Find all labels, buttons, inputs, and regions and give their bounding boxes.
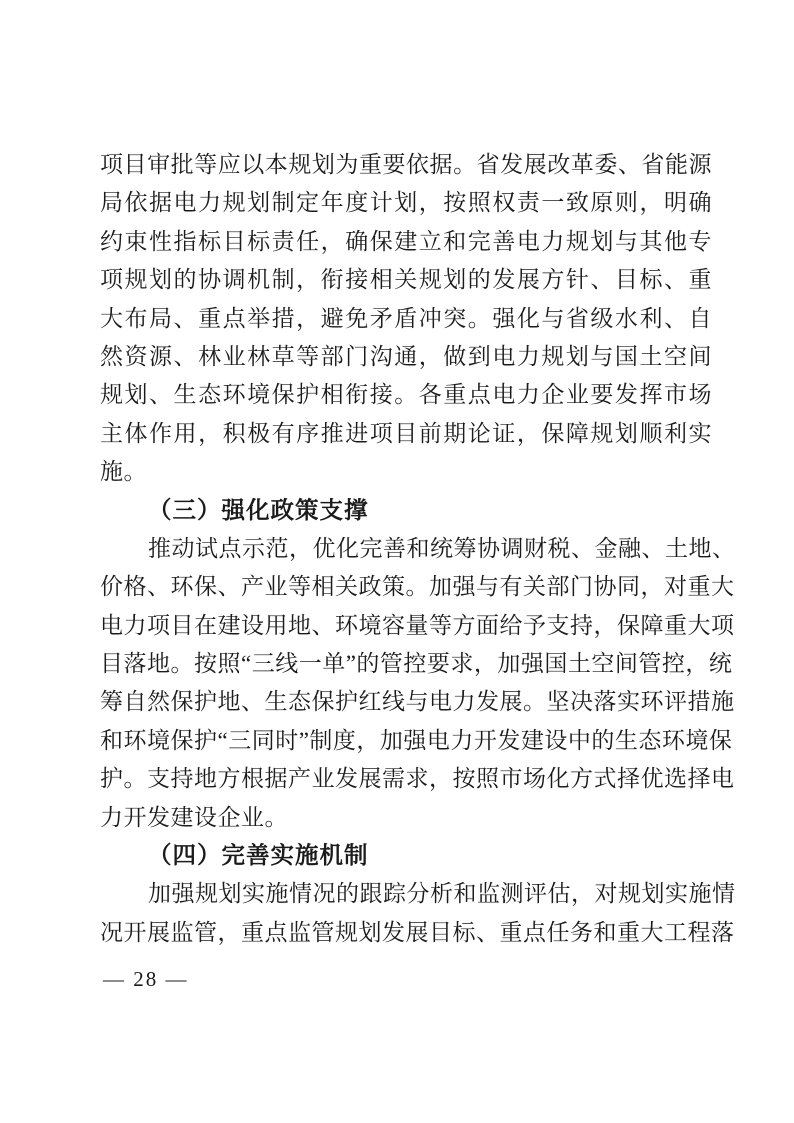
paragraph-plan-basis-line-6: 然资源、林业林草等部门沟通，做到电力规划与国土空间 xyxy=(100,343,712,369)
paragraph-policy-support-line-7: 护。支持地方根据产业发展需求，按照市场化方式择优选择电 xyxy=(100,766,735,792)
paragraph-plan-basis-line-1: 项目审批等应以本规划为重要依据。省发展改革委、省能源 xyxy=(100,152,712,177)
paragraph-implementation-mechanism-line-2: 况开展监管，重点监管规划发展目标、重点任务和重大工程落 xyxy=(100,919,735,945)
paragraph-policy-support-line-6: 和环境保护“三同时”制度，加强电力开发建设中的生态环境保 xyxy=(100,727,733,753)
paragraph-plan-basis-line-8: 主体作用，积极有序推进项目前期论证，保障规划顺利实 xyxy=(100,420,712,446)
paragraph-plan-basis-line-3: 约束性指标目标责任，确保建立和完善电力规划与其他专 xyxy=(100,228,712,254)
heading-section-4-implementation-mechanism: （四）完善实施机制 xyxy=(148,843,369,870)
paragraph-plan-basis-line-9: 施。 xyxy=(100,459,147,485)
paragraph-plan-basis-line-2: 局依据电力规划制定年度计划，按照权责一致原则，明确 xyxy=(100,190,712,216)
paragraph-policy-support-line-5: 筹自然保护地、生态保护红线与电力发展。坚决落实环评措施 xyxy=(100,689,735,715)
document-body xyxy=(100,146,736,952)
paragraph-policy-support-line-2: 价格、环保、产业等相关政策。加强与有关部门协同，对重大 xyxy=(100,574,735,600)
heading-section-3-policy-support: （三）强化政策支撑 xyxy=(148,497,369,524)
paragraph-plan-basis-line-5: 大布局、重点举措，避免矛盾冲突。强化与省级水利、自 xyxy=(100,305,712,331)
page-number: — 28 — xyxy=(103,967,189,991)
paragraph-policy-support-line-4: 目落地。按照“三线一单”的管控要求，加强国土空间管控，统 xyxy=(100,651,733,677)
paragraph-implementation-mechanism-line-1: 加强规划实施情况的跟踪分析和监测评估，对规划实施情 xyxy=(148,881,736,907)
paragraph-plan-basis-line-4: 项规划的协调机制，衔接相关规划的发展方针、目标、重 xyxy=(100,267,712,293)
paragraph-policy-support-line-3: 电力项目在建设用地、环境容量等方面给予支持，保障重大项 xyxy=(100,612,735,638)
paragraph-policy-support-line-1: 推动试点示范，优化完善和统筹协调财税、金融、土地、 xyxy=(148,535,736,561)
paragraph-plan-basis-line-7: 规划、生态环境保护相衔接。各重点电力企业要发挥市场 xyxy=(100,382,712,408)
paragraph-policy-support-line-8: 力开发建设企业。 xyxy=(100,804,288,830)
